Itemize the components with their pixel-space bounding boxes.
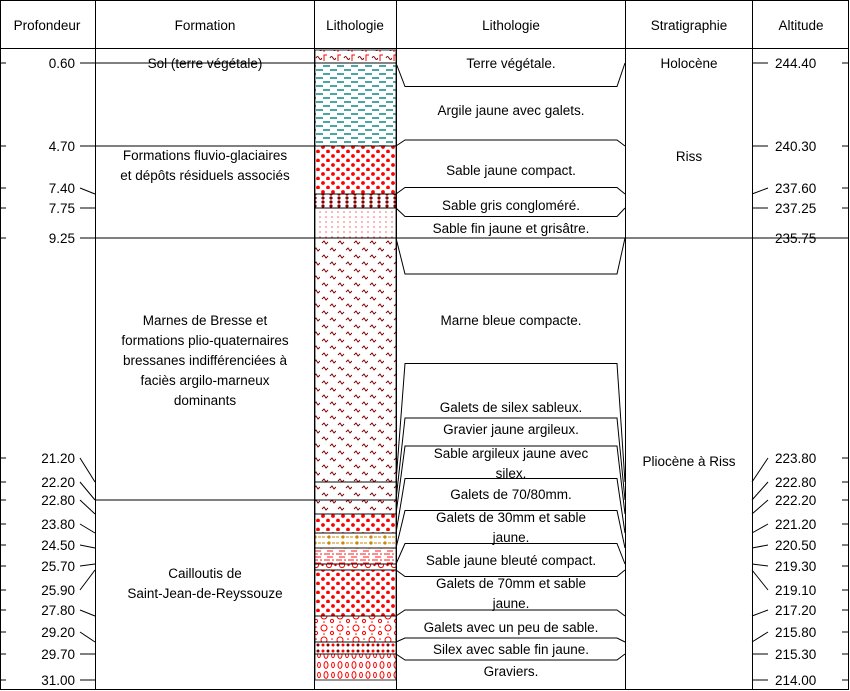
- altitude-leader: [752, 500, 768, 514]
- header-lithology-column: Lithologie: [326, 18, 384, 33]
- lithology-label: Argile jaune avec galets.: [437, 103, 585, 118]
- lithology-layer: [315, 500, 396, 514]
- altitude-label: 240.30: [775, 139, 817, 154]
- depth-label: 7.75: [48, 201, 75, 216]
- formation-label: Sol (terre végétale): [147, 56, 263, 71]
- lithology-label: Galets avec un peu de sable.: [423, 620, 599, 635]
- lithology-layer: [315, 514, 396, 533]
- formation-label: et dépôts résiduels associés: [120, 168, 290, 183]
- depth-label: 29.20: [41, 625, 75, 640]
- depth-label: 7.40: [48, 181, 75, 196]
- depth-label: 4.70: [48, 139, 75, 154]
- lithology-label: Galets de 30mm et sable: [435, 510, 587, 525]
- lithology-layer: [315, 654, 396, 680]
- depth-leader: [80, 564, 95, 566]
- lithology-label: Galets de 70/80mm.: [450, 487, 572, 502]
- depth-label: 25.70: [41, 559, 75, 574]
- depth-label: 0.60: [48, 56, 75, 71]
- lithology-label: Sable jaune bleuté compact.: [425, 553, 597, 568]
- depth-leader: [80, 610, 95, 616]
- formation-label: faciès argilo-marneux: [140, 373, 270, 388]
- formation-label: formations plio-quaternaires: [121, 333, 289, 348]
- depth-leader: [80, 500, 95, 514]
- altitude-label: 244.40: [775, 56, 817, 71]
- depth-label: 25.90: [41, 583, 75, 598]
- lithology-label: Galets de 70mm et sable: [435, 576, 587, 591]
- lithology-layer: [315, 482, 396, 500]
- depth-leader: [80, 632, 95, 642]
- depth-leader: [80, 458, 95, 482]
- header-altitude: Altitude: [778, 18, 824, 33]
- formation-label: Marnes de Bresse et: [142, 313, 268, 328]
- depth-label: 27.80: [41, 603, 75, 618]
- lithology-layer: [315, 238, 396, 482]
- altitude-leader: [752, 545, 768, 548]
- altitude-leader: [752, 564, 768, 566]
- formation-label: bressanes indifférenciées à: [122, 353, 288, 368]
- lithology-label: Gravier jaune argileux.: [443, 422, 579, 437]
- lithology-layer: [315, 146, 396, 194]
- depth-label: 22.20: [41, 475, 75, 490]
- depth-leader: [80, 524, 95, 533]
- altitude-label: 237.25: [775, 201, 817, 216]
- altitude-label: 219.10: [775, 583, 817, 598]
- lithology-layer: [315, 548, 396, 564]
- altitude-label: 237.60: [775, 181, 817, 196]
- lithology-layer: [315, 642, 396, 654]
- altitude-leader: [752, 458, 768, 482]
- lithology-label: silex.: [495, 466, 527, 481]
- lithology-label: Graviers.: [483, 664, 539, 679]
- altitude-label: 221.20: [775, 517, 817, 532]
- lithology-layer: [315, 564, 396, 570]
- lithology-layer: [315, 533, 396, 548]
- lithology-label: Sable argileux jaune avec: [433, 446, 589, 461]
- stratigraphy-label: Riss: [675, 149, 703, 164]
- lithology-label: Terre végétale.: [466, 56, 556, 71]
- lithology-label: Sable gris congloméré.: [441, 198, 581, 213]
- header-row: [14, 18, 824, 33]
- altitude-label: 219.30: [775, 559, 817, 574]
- altitude-label: 222.20: [775, 493, 817, 508]
- depth-leader: [80, 188, 95, 194]
- lithology-label: Sable fin jaune et grisâtre.: [432, 221, 590, 236]
- altitude-label: 214.00: [775, 673, 817, 688]
- stratigraphy-label: Pliocène à Riss: [642, 454, 736, 469]
- depth-label: 9.25: [48, 231, 75, 246]
- header-formation: Formation: [174, 18, 236, 33]
- lithology-leader: [396, 238, 625, 274]
- lithology-layer: [315, 50, 396, 63]
- lithology-layer: [315, 194, 396, 208]
- depth-leader: [80, 545, 95, 548]
- lithology-label: Silex avec sable fin jaune.: [432, 642, 590, 657]
- formation-label: Formations fluvio-glaciaires: [122, 148, 288, 163]
- stratigraphy-label: Holocène: [660, 56, 718, 71]
- depth-leader: [80, 482, 95, 500]
- formation-label: Saint-Jean-de-Reyssouze: [127, 586, 283, 601]
- lithology-layer: [315, 616, 396, 642]
- lithology-column: [315, 50, 396, 680]
- lithology-layer: [315, 63, 396, 146]
- lithology-label: jaune.: [492, 530, 530, 545]
- depth-label: 31.00: [41, 673, 75, 688]
- altitude-label: 235.75: [775, 231, 817, 246]
- lithology-layer: [315, 208, 396, 238]
- labels: [41, 56, 816, 688]
- depth-label: 24.50: [41, 538, 75, 553]
- altitude-label: 215.30: [775, 647, 817, 662]
- altitude-label: 223.80: [775, 451, 817, 466]
- header-stratigraphy: Stratigraphie: [650, 18, 728, 33]
- altitude-leader: [752, 482, 768, 500]
- altitude-leader: [752, 610, 768, 616]
- lithology-leader: [396, 188, 625, 195]
- altitude-label: 222.80: [775, 475, 817, 490]
- formation-label: dominants: [173, 393, 237, 408]
- lithology-layer: [315, 570, 396, 616]
- lithology-label: Galets de silex sableux.: [439, 400, 583, 415]
- lithology-label: jaune.: [492, 596, 530, 611]
- depth-label: 21.20: [41, 451, 75, 466]
- lithology-leader: [396, 140, 625, 146]
- altitude-label: 215.80: [775, 625, 817, 640]
- depth-label: 29.70: [41, 647, 75, 662]
- depth-label: 23.80: [41, 517, 75, 532]
- depth-label: 22.80: [41, 493, 75, 508]
- depth-leader: [80, 570, 95, 590]
- altitude-label: 220.50: [775, 538, 817, 553]
- formation-label: Cailloutis de: [168, 566, 242, 581]
- altitude-label: 217.20: [775, 603, 817, 618]
- lithology-label: Marne bleue compacte.: [440, 313, 582, 328]
- altitude-leader: [752, 188, 768, 194]
- header-depth: Profondeur: [13, 18, 81, 33]
- altitude-leader: [752, 570, 768, 590]
- header-lithology-description: Lithologie: [482, 18, 540, 33]
- altitude-leader: [752, 632, 768, 642]
- altitude-leader: [752, 524, 768, 533]
- lithology-label: Sable jaune compact.: [446, 163, 576, 178]
